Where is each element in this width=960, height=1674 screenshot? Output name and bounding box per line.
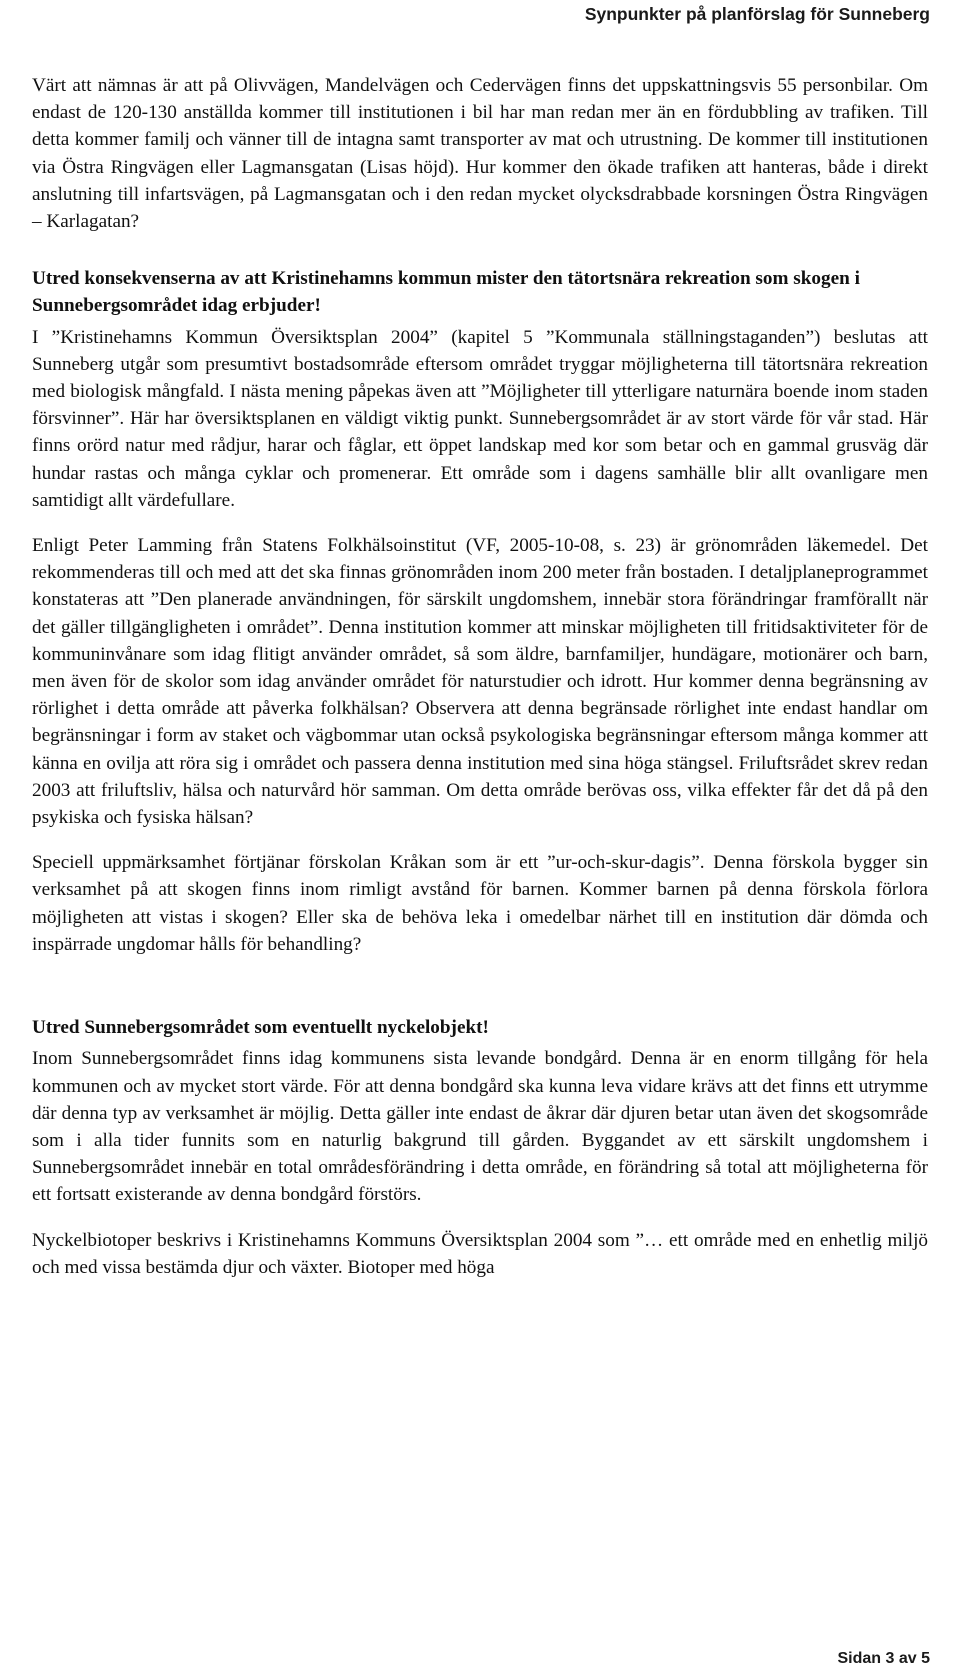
heading-nyckelobjekt: Utred Sunnebergsområdet som eventuellt nyckelobjekt!	[32, 1017, 489, 1039]
page-number: Sidan 3 av 5	[837, 1650, 930, 1667]
paragraph-oversiktsplan: I ”Kristinehamns Kommun Översiktsplan 2004” (kapitel 5 ”Kommunala ställningstaganden”) beslutas att Sunneberg utgår som presumtivt bostadsområde eftersom området tryggar möjligheterna till tätortsnära rekreation med biologisk mångfald. I nästa mening påpekas även att ”Möjligheter till ytterligare naturnära boende inom staden försvinner”. Här har översiktsplanen en väldigt viktig punkt. Sunnebergsområdet är av stort värde för vår stad. Här finns orörd natur med rådjur, harar och fåglar, ett öppet landskap med kor som betar och en gammal grusväg där hundar rastas och många cyklar och promenerar. Ett område som i dagens samhälle blir allt ovanligare men samtidigt allt värdefullare.	[32, 326, 928, 511]
document-body	[32, 72, 928, 1281]
paragraph-folkhalsa: Enligt Peter Lamming från Statens Folkhälsoinstitut (VF, 2005-10-08, s. 23) är grönområden läkemedel. Det rekommenderas till och med att det ska finnas grönområden inom 200 meter från bostaden. I detaljplaneprogrammet konstateras att ”Den planerade användningen, för särskilt ungdomshem, innebär stora förändringar framförallt när det gäller tillgängligheten i området”. Denna institution kommer att minskar möjligheten till fritidsaktiviteter för de kommuninvånare som idag flitigt använder området, så som äldre, barnfamiljer, hundägare, motionärer och barn, men även för de skolor som idag använder området för naturstudier och idrott. Hur kommer denna begränsning av rörlighet i detta område att påverka folkhälsan? Observera att denna begränsade rörlighet inte endast handlar om begränsningar i form av staket och vägbommar utan också psykologiska begränsningar eftersom många kommer att känna en ovilja att röra sig i området och passera denna institution med sina höga stängsel. Friluftsrådet skrev redan 2003 att friluftsliv, hälsa och naturvård hör samman. Om detta område berövas oss, vilka effekter får det då på den psykiska och fysiska hälsan?	[32, 535, 928, 829]
running-header: Synpunkter på planförslag för Sunneberg	[584, 4, 930, 24]
paragraph-bondgard: Inom Sunnebergsområdet finns idag kommunens sista levande bondgård. Denna är en enorm tillgång för hela kommunen och av mycket stort värde. För att denna bondgård ska kunna leva vidare krävs att det finns ett utrymme där denna typ av verksamhet är möjlig. Detta gäller inte endast de åkrar där djuren betar utan även det skogsområde som i alla tider funnits som en naturlig bakgrund till gården. Byggandet av ett särskilt ungdomshem i Sunnebergsområdet innebär en total områdesförändring i detta område, en förändring så total att möjligheterna för ett fortsatt existerande av denna bondgård förstörs.	[32, 1048, 928, 1206]
paragraph-nyckelbiotoper: Nyckelbiotoper beskrivs i Kristinehamns Kommuns Översiktsplan 2004 som ”… ett område med en enhetlig miljö och med vissa bestämda djur och växter. Biotoper med höga	[32, 1229, 928, 1278]
paragraph-forskolan: Speciell uppmärksamhet förtjänar förskolan Kråkan som är ett ”ur-och-skur-dagis”. Denna förskola bygger sin verksamhet på att skogen finns inom rimligt avstånd för barnen. Kommer barnen på denna förskola förlora möjligheten att vistas i skogen? Eller ska de behöva leka i omedelbar närhet till en institution där dömda och inspärrade ungdomar hålls för behandling?	[32, 852, 928, 955]
paragraph-traffic: Värt att nämnas är att på Olivvägen, Mandelvägen och Cedervägen finns det uppskattningsvis 55 personbilar. Om endast de 120-130 anställda kommer till institutionen i bil har man redan mer än en fördubbling av trafiken. Till detta kommer familj och vänner till de intagna samt transporter av mat och utrustning. De kommer till institutionen via Östra Ringvägen eller Lagmansgatan (Lisas höjd). Hur kommer den ökade trafiken att hanteras, både i direkt anslutning till infartsvägen, på Lagmansgatan och i den redan mycket olycksdrabbade korsningen Östra Ringvägen – Karlagatan?	[32, 75, 928, 233]
heading-recreation: Utred konsekvenserna av att Kristinehamns kommun mister den tätortsnära rekreation som skogen i Sunnebergsområdet idag erbjuder!	[32, 268, 860, 317]
